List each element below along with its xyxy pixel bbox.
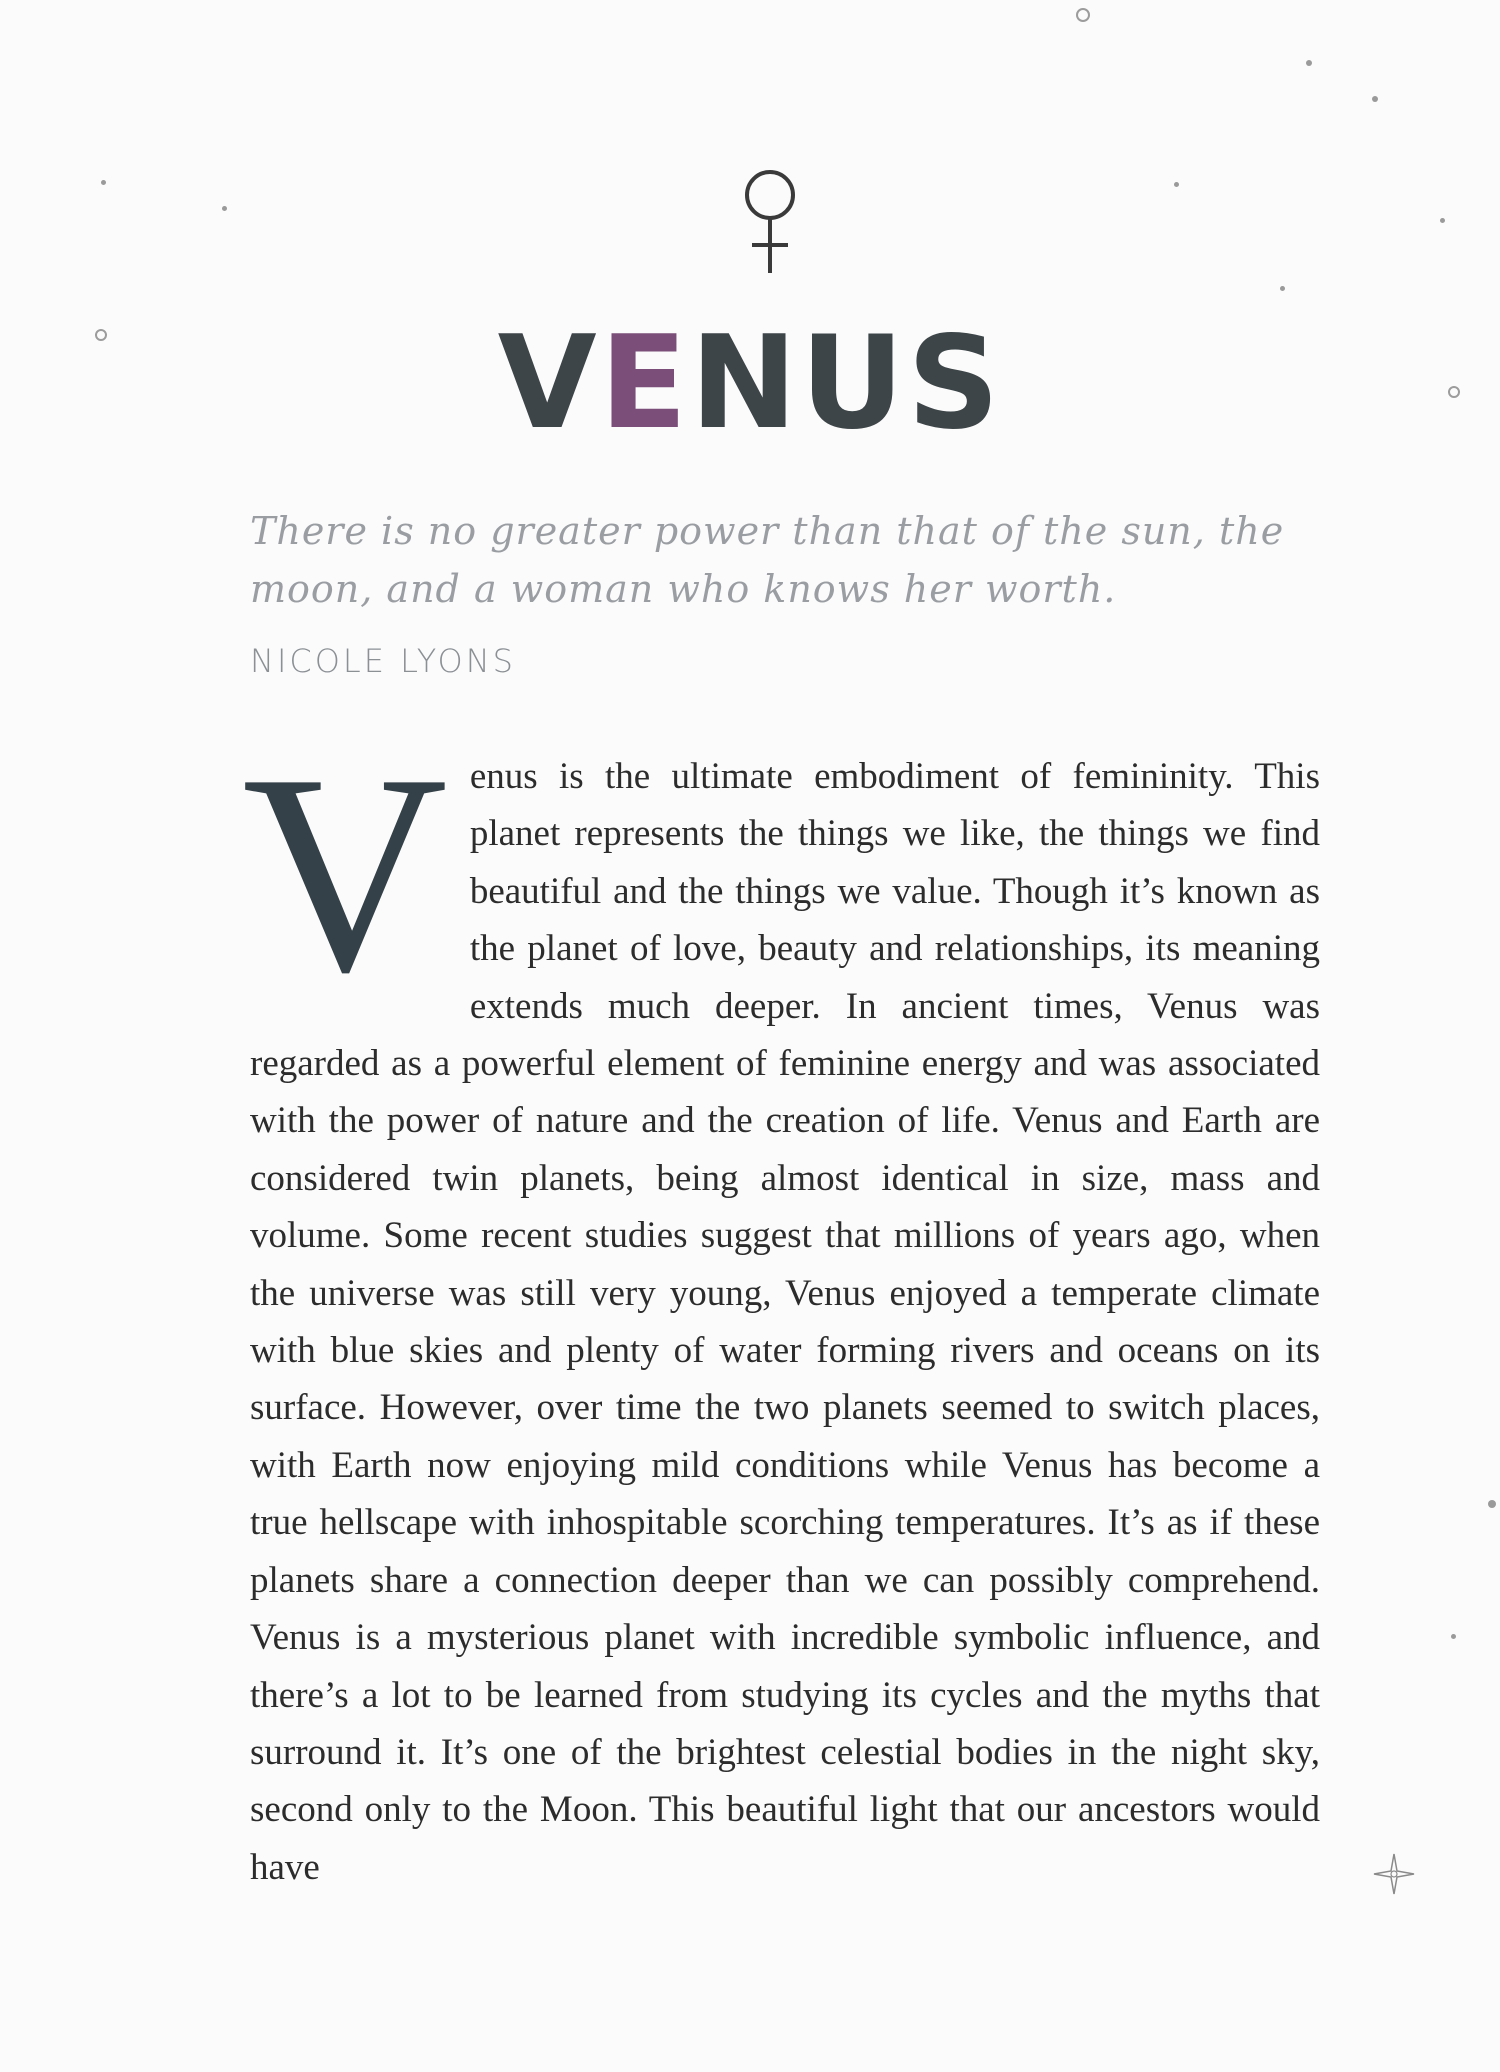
- star-speck-icon: [1174, 182, 1179, 187]
- star-speck-icon: [1076, 8, 1090, 22]
- venus-symbol-icon: [740, 165, 800, 280]
- epigraph-author: NICOLE LYONS: [250, 642, 516, 680]
- body-paragraph: enus is the ultimate embodiment of femininity. This planet represents the things we like, the things we find beautiful and the things we value. Though it’s known as the planet of love, beauty and relationships, its meaning extends much deeper. In ancient times, Venus was regarded as a powerful element of feminine energy and was associated with the power of nature and the creation of life. Venus and Earth are considered twin planets, being almost identical in size, mass and volume. Some recent studies suggest that millions of years ago, when the universe was still very young, Venus enjoyed a temperate climate with blue skies and plenty of water forming rivers and oceans on its surface. However, over time the two planets seemed to switch places, with Earth now enjoying mild conditions while Venus has become a true hellscape with inhospitable scorching temperatures. It’s as if these planets share a connection deeper than we can possibly comprehend. Venus is a mysterious planet with incredible symbolic influence, and there’s a lot to be learned from studying its cycles and the myths that surround it. It’s one of the brightest celestial bodies in the night sky, second only to the Moon. This beautiful light that our ancestors would have: [250, 756, 1320, 1888]
- drop-cap: V: [242, 715, 448, 1031]
- page-title: [0, 309, 1500, 458]
- body-section: [242, 715, 1320, 1896]
- star-speck-icon: [1306, 60, 1312, 66]
- four-point-star-icon: [1372, 1852, 1416, 1896]
- star-speck-icon: [1451, 1634, 1456, 1639]
- star-speck-icon: [1280, 286, 1285, 291]
- title-accent-letter: E: [599, 309, 691, 458]
- star-speck-icon: [1440, 218, 1445, 223]
- star-speck-icon: [101, 180, 106, 185]
- star-speck-icon: [222, 206, 227, 211]
- title-first-letter: V: [497, 309, 600, 458]
- star-speck-icon: [1372, 96, 1378, 102]
- star-speck-icon: [1488, 1500, 1496, 1508]
- title-rest: NUS: [690, 309, 1003, 458]
- epigraph-quote: There is no greater power than that of the sun, the moon, and a woman who knows her worth.: [250, 509, 1285, 611]
